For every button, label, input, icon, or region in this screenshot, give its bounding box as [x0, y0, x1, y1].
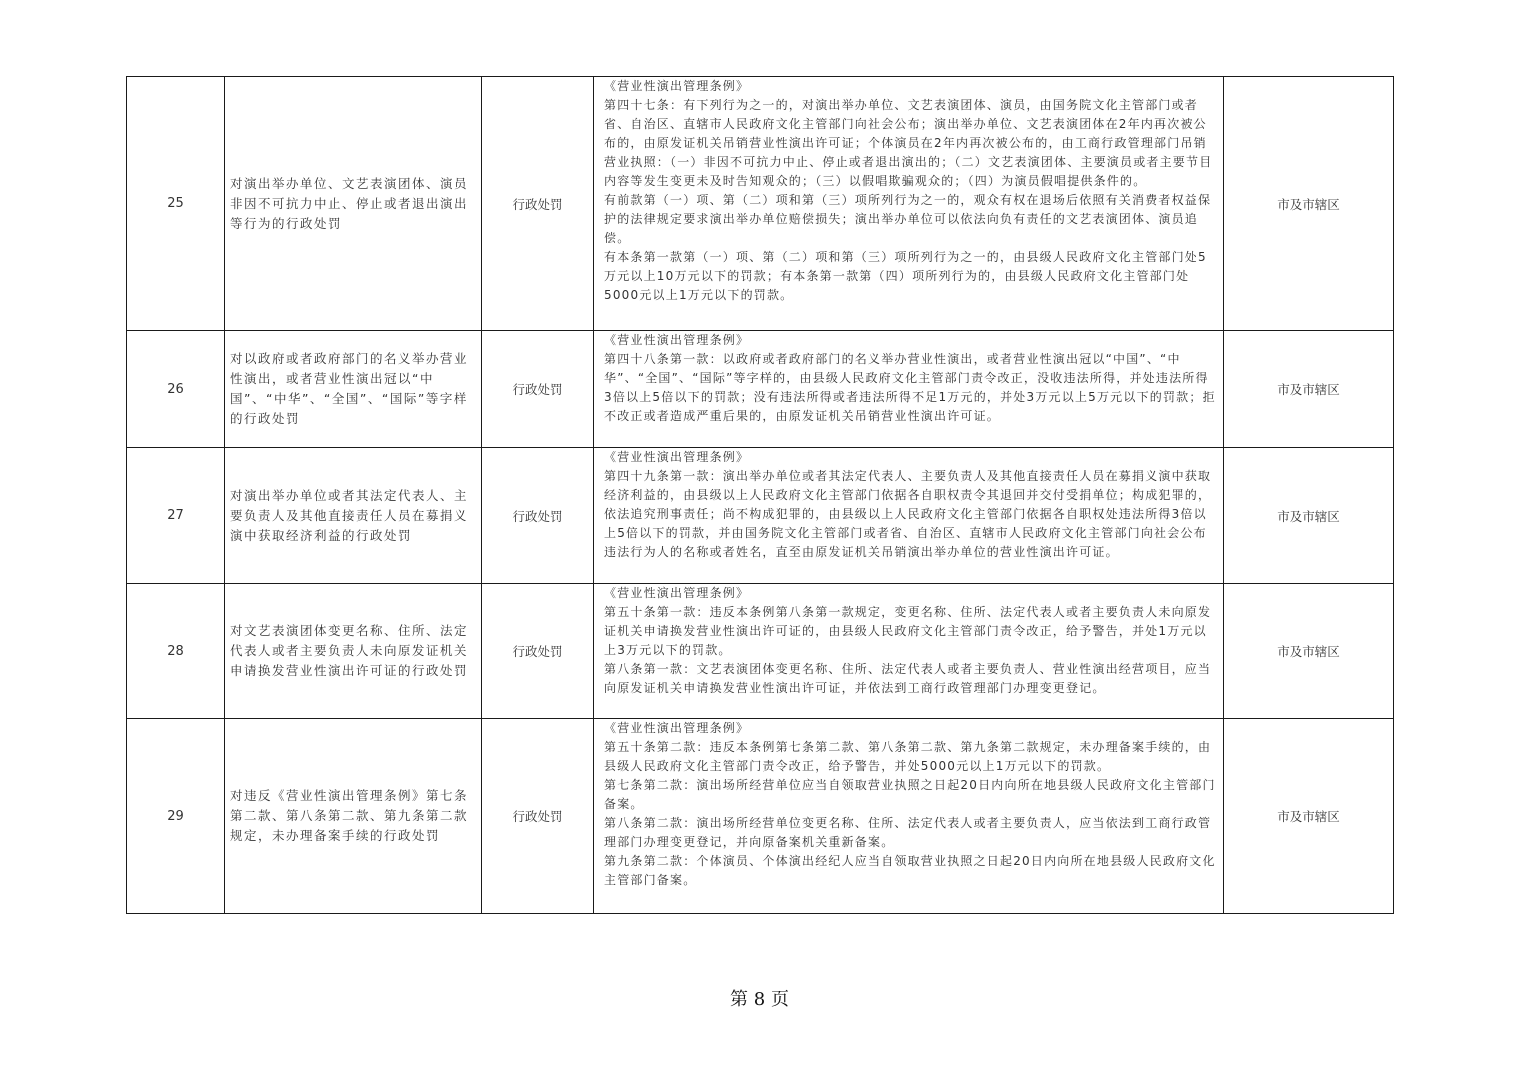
basis-paragraph: 第四十九条第一款：演出举办单位或者其法定代表人、主要负责人及其他直接责任人员在募捐义演中获取经济利益的，由县级以上人民政府文化主管部门依据各自职权责令其退回并交付受捐单位；构成犯罪的，依法追究刑事责任；尚不构成犯罪的，由县级以上人民政府文化主管部门依据各自职权处违法所得3倍以上5倍以下的罚款，并由国务院文化主管部门或者省、自治区、直辖市人民政府文化主管部门向社会公布违法行为人的名称或者姓名，直至由原发证机关吊销演出举办单位的营业性演出许可证。	[604, 469, 1212, 559]
basis-paragraph: 第五十条第二款：违反本条例第七条第二款、第八条第二款、第九条第二款规定，未办理备案手续的，由县级人民政府文化主管部门责令改正，给予警告，并处5000元以上1万元以下的罚款。	[604, 740, 1212, 773]
authority-table	[126, 76, 1394, 914]
legal-basis	[594, 77, 1223, 329]
row-number: 26	[127, 331, 225, 448]
basis-paragraph: 有本条第一款第（一）项、第（二）项和第（三）项所列行为之一的，由县级人民政府文化主管部门处5万元以上10万元以下的罚款；有本条第一款第（四）项所列行为的，由县级人民政府文化主管部门处5000元以上1万元以下的罚款。	[604, 250, 1207, 302]
basis-paragraph: 《营业性演出管理条例》	[604, 586, 750, 600]
legal-basis	[594, 331, 1223, 446]
basis-paragraph: 第七条第二款：演出场所经营单位应当自领取营业执照之日起20日内向所在地县级人民政府文化主管部门备案。	[604, 778, 1216, 811]
legal-basis	[594, 448, 1223, 582]
basis-paragraph: 第九条第二款：个体演员、个体演出经纪人应当自领取营业执照之日起20日内向所在地县级人民政府文化主管部门备案。	[604, 854, 1216, 887]
legal-basis	[594, 584, 1223, 717]
row-number: 27	[127, 448, 225, 584]
basis-paragraph: 第八条第一款：文艺表演团体变更名称、住所、法定代表人或者主要负责人、营业性演出经营项目，应当向原发证机关申请换发营业性演出许可证，并依法到工商行政管理部门办理变更登记。	[604, 662, 1212, 695]
jurisdiction: 市及市辖区	[1224, 584, 1394, 719]
basis-paragraph: 有前款第（一）项、第（二）项和第（三）项所列行为之一的，观众有权在退场后依照有关消费者权益保护的法律规定要求演出举办单位赔偿损失；演出举办单位可以依法向负有责任的文艺表演团体、演员追偿。	[604, 193, 1212, 245]
row-number: 29	[127, 719, 225, 914]
jurisdiction: 市及市辖区	[1224, 448, 1394, 584]
basis-paragraph: 第四十七条：有下列行为之一的，对演出举办单位、文艺表演团体、演员，由国务院文化主管部门或者省、自治区、直辖市人民政府文化主管部门向社会公布；演出举办单位、文艺表演团体在2年内再次被公布的，由原发证机关吊销营业性演出许可证；个体演员在2年内再次被公布的，由工商行政管理部门吊销营业执照：（一）非因不可抗力中止、停止或者退出演出的；（二）文艺表演团体、主要演员或者主要节目内容等发生变更未及时告知观众的；（三）以假唱欺骗观众的；（四）为演员假唱提供条件的。	[604, 98, 1213, 188]
basis-paragraph: 第四十八条第一款：以政府或者政府部门的名义举办营业性演出，或者营业性演出冠以“中国”、“中华”、“全国”、“国际”等字样的，由县级人民政府文化主管部门责令改正，没收违法所得，并处违法所得3倍以上5倍以下的罚款；没有违法所得或者违法所得不足1万元的，并处3万元以上5万元以下的罚款；拒不改正或者造成严重后果的，由原发证机关吊销营业性演出许可证。	[604, 352, 1216, 423]
table-row	[127, 719, 1394, 914]
legal-basis	[594, 719, 1223, 912]
jurisdiction: 市及市辖区	[1224, 331, 1394, 448]
page-number: 第 8 页	[730, 989, 789, 1010]
item-name: 对演出举办单位或者其法定代表人、主要负责人及其他直接责任人员在募捐义演中获取经济利益的行政处罚	[230, 487, 469, 543]
basis-paragraph: 第八条第二款：演出场所经营单位变更名称、住所、法定代表人或者主要负责人，应当依法到工商行政管理部门办理变更登记，并向原备案机关重新备案。	[604, 816, 1212, 849]
row-number: 28	[127, 584, 225, 719]
basis-paragraph: 《营业性演出管理条例》	[604, 333, 750, 347]
table-row	[127, 448, 1394, 584]
item-name: 对违反《营业性演出管理条例》第七条第二款、第八条第二款、第九条第二款规定，未办理备案手续的行政处罚	[230, 788, 469, 843]
item-type: 行政处罚	[482, 719, 594, 914]
item-type: 行政处罚	[482, 331, 594, 448]
basis-paragraph: 《营业性演出管理条例》	[604, 79, 750, 93]
item-type: 行政处罚	[482, 448, 594, 584]
row-number: 25	[127, 77, 225, 331]
item-name: 对文艺表演团体变更名称、住所、法定代表人或者主要负责人未向原发证机关申请换发营业性演出许可证的行政处罚	[230, 623, 469, 678]
table-row	[127, 77, 1394, 331]
basis-paragraph: 《营业性演出管理条例》	[604, 721, 750, 735]
item-type: 行政处罚	[482, 584, 594, 719]
table-row	[127, 331, 1394, 448]
jurisdiction: 市及市辖区	[1224, 77, 1394, 331]
table-row	[127, 584, 1394, 719]
jurisdiction: 市及市辖区	[1224, 719, 1394, 914]
item-type: 行政处罚	[482, 77, 594, 331]
basis-paragraph: 第五十条第一款：违反本条例第八条第一款规定，变更名称、住所、法定代表人或者主要负责人未向原发证机关申请换发营业性演出许可证的，由县级人民政府文化主管部门责令改正，给予警告，并处1万元以上3万元以下的罚款。	[604, 605, 1212, 657]
item-name: 对以政府或者政府部门的名义举办营业性演出，或者营业性演出冠以“中国”、“中华”、“全国”、“国际”等字样的行政处罚	[230, 351, 469, 426]
basis-paragraph: 《营业性演出管理条例》	[604, 450, 750, 464]
item-name: 对演出举办单位、文艺表演团体、演员非因不可抗力中止、停止或者退出演出等行为的行政处罚	[230, 175, 469, 231]
